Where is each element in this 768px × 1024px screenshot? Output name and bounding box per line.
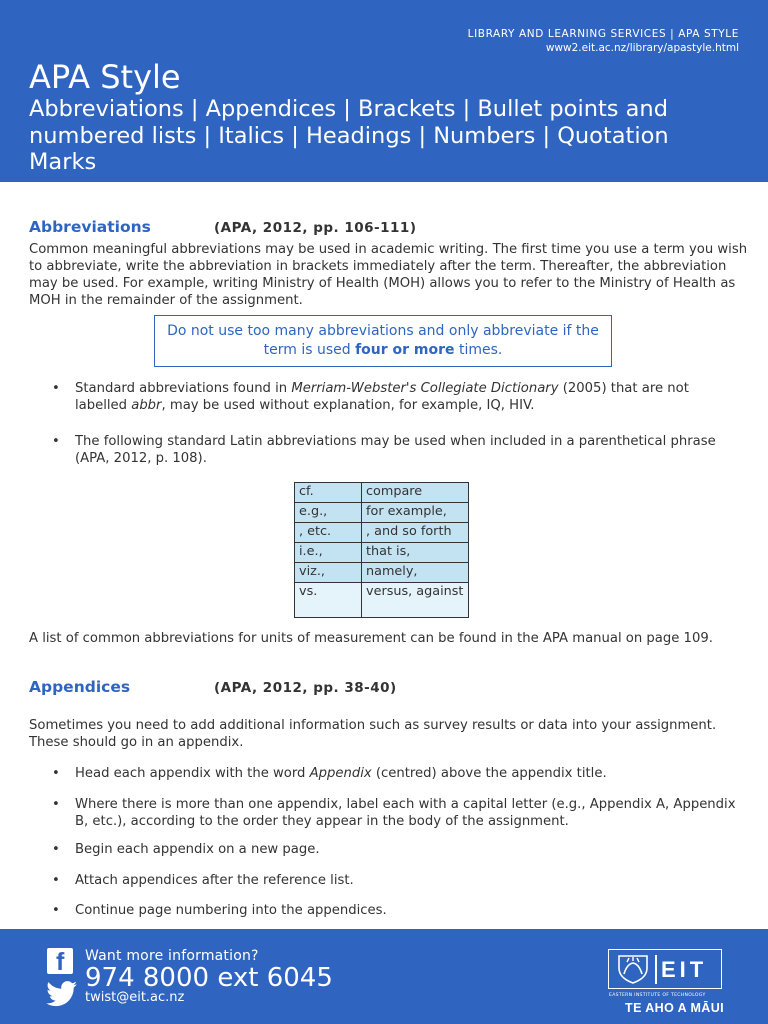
abbr-label: abbr xyxy=(131,398,162,413)
facebook-icon[interactable]: f xyxy=(47,948,73,974)
footer-banner xyxy=(0,929,768,1024)
table-row xyxy=(295,583,469,618)
footer-want-more: Want more information? xyxy=(85,948,259,964)
page-subtitle: Abbreviations | Appendices | Brackets | Bullet points and numbered lists | Italics | Headings | Numbers | Quotation Marks xyxy=(29,96,669,175)
table-row xyxy=(295,483,469,503)
table-cell-abbr: i.e., xyxy=(295,543,362,563)
bullet-marker: • xyxy=(52,766,60,781)
eit-logo xyxy=(608,949,724,1021)
footer-phone[interactable]: 974 8000 ext 6045 xyxy=(85,963,333,993)
bullet-text xyxy=(75,380,740,414)
callout-text-before: Do not use too many abbreviations and only abbreviate if the term is used xyxy=(167,323,599,358)
bullet-text-part: Head each appendix with the word xyxy=(75,766,310,781)
table-cell-meaning: versus, against xyxy=(362,583,469,618)
table-cell-abbr: e.g., xyxy=(295,503,362,523)
abbreviations-intro: Common meaningful abbreviations may be used in academic writing. The first time you use a term you wish to abbreviate, write the abbreviation in brackets immediately after the term. Thereafter, the abbreviation may be used. For example, writing Ministry of Health (MOH) allows you to refer to the Ministry of Health as MOH in the remainder of the assignment. xyxy=(29,242,748,308)
bullet-marker: • xyxy=(52,873,60,888)
bullet-text: Attach appendices after the reference list. xyxy=(75,873,354,888)
bullet-text-part: (2005) that are not labelled xyxy=(75,381,689,413)
bullet-marker: • xyxy=(52,842,60,857)
logo-frame xyxy=(608,949,722,989)
units-note: A list of common abbreviations for units of measurement can be found in the APA manual on page 109. xyxy=(29,631,713,646)
twitter-icon[interactable] xyxy=(46,981,78,1007)
table-cell-meaning: namely, xyxy=(362,563,469,583)
bullet-text-part: , may be used without explanation, for example, IQ, HIV. xyxy=(161,398,535,413)
table-cell-meaning: , and so forth xyxy=(362,523,469,543)
logo-institute-name: EASTERN INSTITUTE OF TECHNOLOGY xyxy=(609,993,706,998)
table-cell-abbr: vs. xyxy=(295,583,362,618)
header-url[interactable]: www2.eit.ac.nz/library/apastyle.html xyxy=(545,42,739,54)
header-service-line: LIBRARY AND LEARNING SERVICES | APA STYLE xyxy=(467,28,739,40)
bullet-text: The following standard Latin abbreviations may be used when included in a parenthetical phrase (APA, 2012, p. 108). xyxy=(75,434,716,466)
appendices-citation: (APA, 2012, pp. 38-40) xyxy=(214,680,397,696)
bullet-marker: • xyxy=(52,434,60,449)
callout-text-after: times. xyxy=(454,342,503,358)
logo-text: EIT xyxy=(661,957,708,982)
table-row xyxy=(295,523,469,543)
abbreviations-citation: (APA, 2012, pp. 106-111) xyxy=(214,220,417,236)
bullet-marker: • xyxy=(52,381,60,396)
abbreviation-tip-box xyxy=(154,315,612,367)
appendix-word: Appendix xyxy=(309,766,372,781)
table-row xyxy=(295,543,469,563)
logo-divider xyxy=(655,955,657,984)
table-cell-meaning: that is, xyxy=(362,543,469,563)
table-cell-meaning: for example, xyxy=(362,503,469,523)
table-row xyxy=(295,503,469,523)
bullet-text-part: Standard abbreviations found in xyxy=(75,381,292,396)
bullet-marker: • xyxy=(52,797,60,812)
appendices-intro: Sometimes you need to add additional information such as survey results or data into your assignment. These should go in an appendix. xyxy=(29,718,717,750)
bullet-marker: • xyxy=(52,903,60,918)
bullet-text: Continue page numbering into the appendices. xyxy=(75,903,387,918)
header-meta xyxy=(468,27,739,55)
appendices-heading: Appendices xyxy=(29,678,131,696)
table-cell-meaning: compare xyxy=(362,483,469,503)
abbreviations-heading: Abbreviations xyxy=(29,218,151,236)
table-cell-abbr: , etc. xyxy=(295,523,362,543)
shield-icon xyxy=(615,954,651,984)
logo-maori-name: TE AHO A MĀUI xyxy=(625,1001,724,1015)
table-cell-abbr: cf. xyxy=(295,483,362,503)
footer-email[interactable]: twist@eit.ac.nz xyxy=(85,990,185,1005)
callout-emphasis: four or more xyxy=(355,342,455,358)
callout-text xyxy=(155,322,611,360)
bullet-text-part: (centred) above the appendix title. xyxy=(371,766,607,781)
bullet-text: Begin each appendix on a new page. xyxy=(75,842,320,857)
table-row xyxy=(295,563,469,583)
latin-abbreviations-table xyxy=(294,482,469,618)
bullet-text: Where there is more than one appendix, label each with a capital letter (e.g., Appendix A, Appendix B, etc.), according to the order they appear in the body of the assignment. xyxy=(75,797,736,829)
table-cell-abbr: viz., xyxy=(295,563,362,583)
page-title: APA Style xyxy=(29,58,181,96)
bullet-text xyxy=(75,765,740,782)
header-banner xyxy=(0,0,768,182)
dictionary-title: Merriam-Webster's Collegiate Dictionary xyxy=(291,381,559,396)
